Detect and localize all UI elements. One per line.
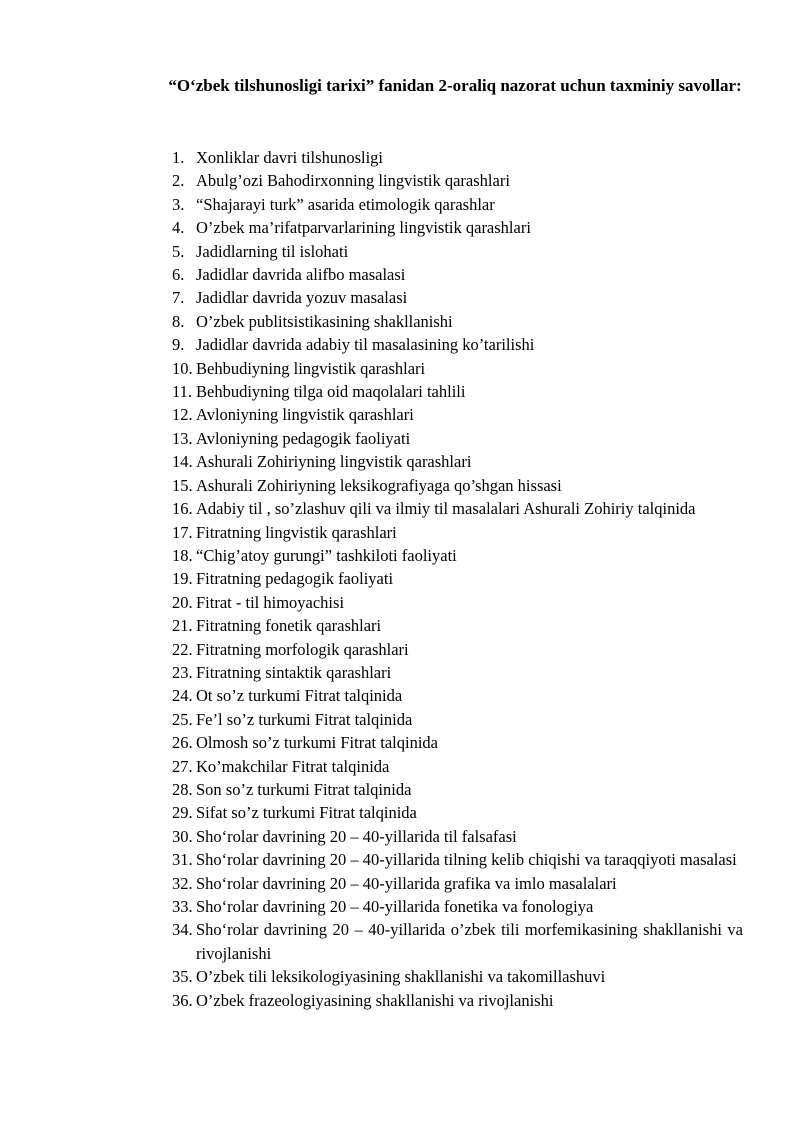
question-number: 17. [172,522,193,542]
question-item [172,825,743,848]
question-text: Abulg’ozi Bahodirxonning lingvistik qarashlari [196,171,510,191]
question-number: 25. [172,709,193,729]
question-number: 4. [172,218,185,238]
question-number: 26. [172,733,193,753]
question-text: Avloniyning pedagogik faoliyati [196,428,411,448]
question-number: 6. [172,265,185,285]
question-number: 3. [172,194,185,214]
question-text: O’zbek tili leksikologiyasining shakllanishi va takomillashuvi [196,967,606,987]
question-item [172,380,743,403]
question-number: 5. [172,241,185,261]
question-number: 18. [172,545,193,565]
question-item [172,357,743,380]
question-number: 33. [172,897,193,916]
question-item [172,661,743,684]
question-item [172,965,743,988]
question-item [172,169,743,192]
question-item [172,848,743,871]
question-text: O’zbek ma’rifatparvarlarining lingvistik qarashlari [196,218,531,238]
question-number: 19. [172,569,193,589]
question-item [172,240,743,263]
question-item [172,684,743,707]
question-item [172,216,743,239]
question-text: Ot so’z turkumi Fitrat talqinida [196,686,403,706]
question-number: 21. [172,616,193,636]
question-text: “Chig’atoy gurungi” tashkiloti faoliyati [196,545,457,565]
question-item [172,333,743,356]
question-number: 22. [172,639,193,659]
question-item [172,286,743,309]
question-number: 29. [172,803,193,823]
question-text: Sho‘rolar davrining 20 – 40-yillarida grafika va imlo masalalari [196,873,617,893]
question-text: Sho‘rolar davrining 20 – 40-yillarida fonetika va fonologiya [196,897,594,916]
question-text: Fe’l so’z turkumi Fitrat talqinida [196,709,413,729]
question-number: 20. [172,592,193,612]
question-text: Fitratning fonetik qarashlari [196,616,382,636]
question-text: Jadidlar davrida yozuv masalasi [196,288,408,308]
question-item [172,801,743,824]
question-number: 12. [172,405,193,425]
document-title: “O‘zbek tilshunosligi tarixi” fanidan 2-oraliq nazorat uchun taxminiy savollar: [168,76,742,95]
question-item [172,567,743,590]
question-item [172,989,743,1012]
question-number: 16. [172,499,193,519]
question-number: 8. [172,311,185,331]
question-item [172,544,743,567]
question-item [172,708,743,731]
question-number: 24. [172,686,193,706]
question-number: 28. [172,779,193,799]
question-text: Fitratning pedagogik faoliyati [196,569,394,589]
question-number: 32. [172,873,193,893]
question-text: Sifat so’z turkumi Fitrat talqinida [196,803,417,823]
question-item [172,614,743,637]
question-number: 15. [172,475,193,495]
question-item [172,427,743,450]
question-text: O’zbek frazeologiyasining shakllanishi va rivojlanishi [196,990,554,1010]
question-item [172,146,743,169]
question-text: Ashurali Zohiriyning lingvistik qarashlari [196,452,472,472]
question-text: Jadidlarning til islohati [196,241,349,261]
question-item [172,638,743,661]
question-number: 2. [172,171,185,191]
question-number: 13. [172,428,193,448]
question-text: Olmosh so’z turkumi Fitrat talqinida [196,733,438,753]
question-number: 23. [172,662,193,682]
question-item [172,450,743,473]
question-number: 10. [172,358,193,378]
question-number: 30. [172,826,193,846]
question-text: Fitratning sintaktik qarashlari [196,662,392,682]
question-item [172,521,743,544]
question-text: Sho‘rolar davrining 20 – 40-yillarida tilning kelib chiqishi va taraqqiyoti masalasi [196,850,737,870]
question-item [172,403,743,426]
question-text: Fitratning lingvistik qarashlari [196,522,397,542]
question-list [172,146,743,1012]
question-text: Jadidlar davrida alifbo masalasi [196,265,406,285]
question-number: 34. [172,920,193,940]
question-item [172,918,743,965]
question-text: Ashurali Zohiriyning leksikografiyaga qo’shgan hissasi [196,475,562,495]
question-item [172,310,743,333]
question-text: Adabiy til , so’zlashuv qili va ilmiy til masalalari Ashurali Zohiriy talqinida [196,499,696,519]
question-item [172,872,743,895]
question-item [172,497,743,520]
question-item [172,591,743,614]
question-item [172,895,743,918]
question-number: 14. [172,452,193,472]
question-text: Fitrat - til himoyachisi [196,592,345,612]
question-text: Xonliklar davri tilshunosligi [196,148,383,167]
question-text: Avloniyning lingvistik qarashlari [196,405,414,425]
question-number: 35. [172,967,193,987]
question-text: Behbudiyning tilga oid maqolalari tahlili [196,382,466,402]
question-text: Jadidlar davrida adabiy til masalasining ko’tarilishi [196,335,535,355]
question-number: 7. [172,288,185,308]
question-text: Ko’makchilar Fitrat talqinida [196,756,390,776]
question-text: “Shajarayi turk” asarida etimologik qarashlar [196,194,495,214]
question-item [172,731,743,754]
question-item [172,474,743,497]
question-text: Sho‘rolar davrining 20 – 40-yillarida o’zbek tili morfemikasining shakllanishi va rivojlanishi [196,920,743,963]
question-text: Son so’z turkumi Fitrat talqinida [196,779,412,799]
question-number: 1. [172,148,185,167]
question-item [172,778,743,801]
question-text: Fitratning morfologik qarashlari [196,639,409,659]
question-item [172,755,743,778]
question-number: 27. [172,756,193,776]
question-number: 11. [172,382,193,402]
question-number: 36. [172,990,193,1010]
question-text: Behbudiyning lingvistik qarashlari [196,358,426,378]
question-number: 9. [172,335,185,355]
question-text: Sho‘rolar davrining 20 – 40-yillarida til falsafasi [196,826,517,846]
question-item [172,263,743,286]
question-number: 31. [172,850,193,870]
question-item [172,193,743,216]
question-text: O’zbek publitsistikasining shakllanishi [196,311,453,331]
